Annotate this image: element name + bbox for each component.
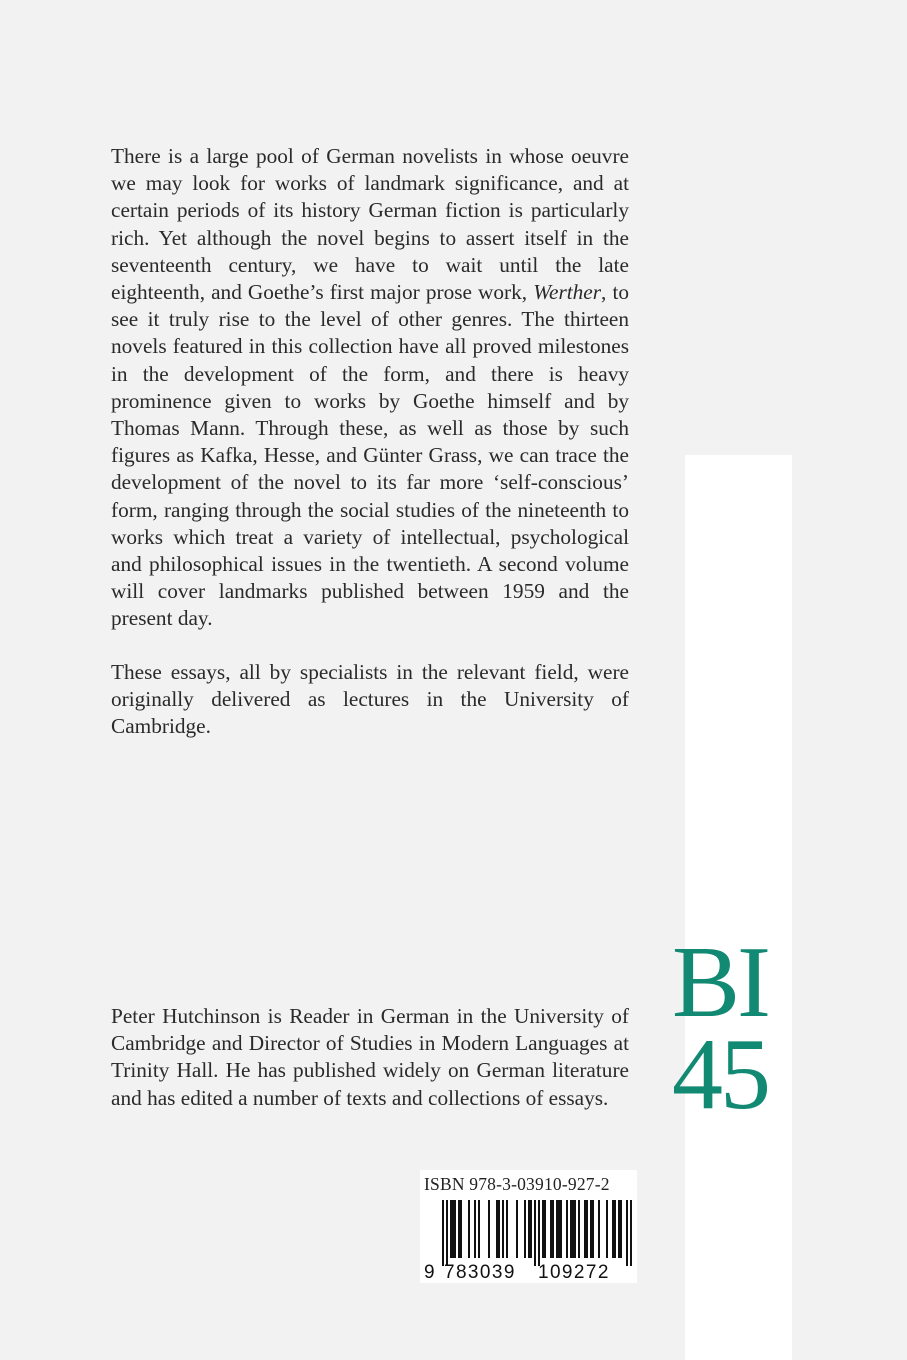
barcode-bar xyxy=(488,1200,490,1258)
barcode-bar xyxy=(618,1200,620,1258)
barcode-bar xyxy=(620,1200,622,1258)
barcode-bar xyxy=(584,1200,586,1258)
barcode-guard-bar xyxy=(626,1200,628,1266)
barcode-bar xyxy=(556,1200,558,1258)
barcode-bar xyxy=(450,1200,452,1258)
isbn-barcode-box xyxy=(420,1170,637,1283)
barcode-bar xyxy=(524,1200,526,1258)
barcode-bar xyxy=(528,1200,530,1258)
barcode-bar xyxy=(586,1200,588,1258)
barcode-bar xyxy=(502,1200,504,1258)
barcode-bar xyxy=(574,1200,576,1258)
back-cover-blurb xyxy=(111,143,629,740)
blurb-paragraph-1-part-b: , to see it truly rise to the level of other genres. The thirteen novels featured in this collection have all proved milestones in the development of the form, and there is heavy prominence given to works by Goethe himself and by Thomas Mann. Through these, as well as those by such figures as Kafka, Hesse, and Günter Grass, we can trace the development of the novel to its far more ‘self-conscious’ form, ranging through the social studies of the nineteenth to works which treat a variety of intellectual, psychological and philosophical issues in the twentieth. A second volume will cover landmarks published between 1959 and the present day. xyxy=(111,280,630,631)
barcode-bar xyxy=(478,1200,480,1258)
isbn-label: ISBN 978-3-03910-927-2 xyxy=(424,1174,610,1194)
barcode-bar xyxy=(460,1200,462,1258)
barcode-bar xyxy=(474,1200,476,1258)
barcode-bar xyxy=(506,1200,508,1258)
blurb-paragraph-2: These essays, all by specialists in the relevant field, were originally delivered as lectures in the University of Cambridge. xyxy=(111,659,629,739)
barcode-bar xyxy=(558,1200,560,1258)
author-bio: Peter Hutchinson is Reader in German in the University of Cambridge and Director of Studies in Modern Languages at Trinity Hall. He has published widely on German literature and has edited a number of texts and collections of essays. xyxy=(111,1004,629,1110)
blurb-paragraph-1-part-a: There is a large pool of German novelists in whose oeuvre we may look for works of landmark significance, and at certain periods of its history German fiction is particularly rich. Yet although the novel begins to assert itself in the seventeenth century, we have to wait until the late eighteenth, and Goethe’s first major prose work, xyxy=(111,144,629,305)
barcode-bar xyxy=(454,1200,456,1258)
barcode-bar xyxy=(570,1200,572,1258)
barcode-bar xyxy=(542,1200,544,1258)
barcode-bar xyxy=(572,1200,574,1258)
barcode-guard-bar xyxy=(538,1200,540,1266)
barcode-bar xyxy=(452,1200,454,1258)
blurb-italic-title: Werther xyxy=(533,280,602,305)
barcode-digits-left: 783039 xyxy=(444,1262,516,1283)
barcode-bar xyxy=(498,1200,500,1258)
barcode-bar xyxy=(550,1200,552,1258)
white-vertical-bar xyxy=(685,455,792,1360)
barcode-bar xyxy=(544,1200,546,1258)
barcode-guard-bar xyxy=(534,1200,536,1266)
series-number: 45 xyxy=(672,1018,768,1131)
barcode-bar xyxy=(566,1200,568,1258)
barcode-bar xyxy=(612,1200,614,1258)
barcode-guard-bar xyxy=(446,1200,448,1266)
barcode-bar xyxy=(468,1200,470,1258)
barcode-bar xyxy=(606,1200,608,1258)
barcode-bar xyxy=(614,1200,616,1258)
barcode-bar xyxy=(578,1200,580,1258)
barcode-bar xyxy=(598,1200,600,1258)
barcode-bar xyxy=(516,1200,518,1258)
barcode-bar xyxy=(496,1200,498,1258)
barcode-guard-bar xyxy=(630,1200,632,1266)
barcode-digits-right: 109272 xyxy=(538,1262,610,1283)
barcode-bar xyxy=(458,1200,460,1258)
blurb-paragraph-1 xyxy=(111,143,629,633)
barcode-bar xyxy=(530,1200,532,1258)
series-number-mark xyxy=(672,926,798,1131)
barcode-digit-first: 9 xyxy=(424,1262,435,1283)
barcode-bar xyxy=(560,1200,562,1258)
barcode-bar xyxy=(592,1200,594,1258)
barcode-bar xyxy=(552,1200,554,1258)
barcode-icon xyxy=(420,1198,637,1283)
barcode-bar xyxy=(590,1200,592,1258)
series-letters: BI xyxy=(672,926,768,1039)
barcode-guard-bar xyxy=(442,1200,444,1266)
